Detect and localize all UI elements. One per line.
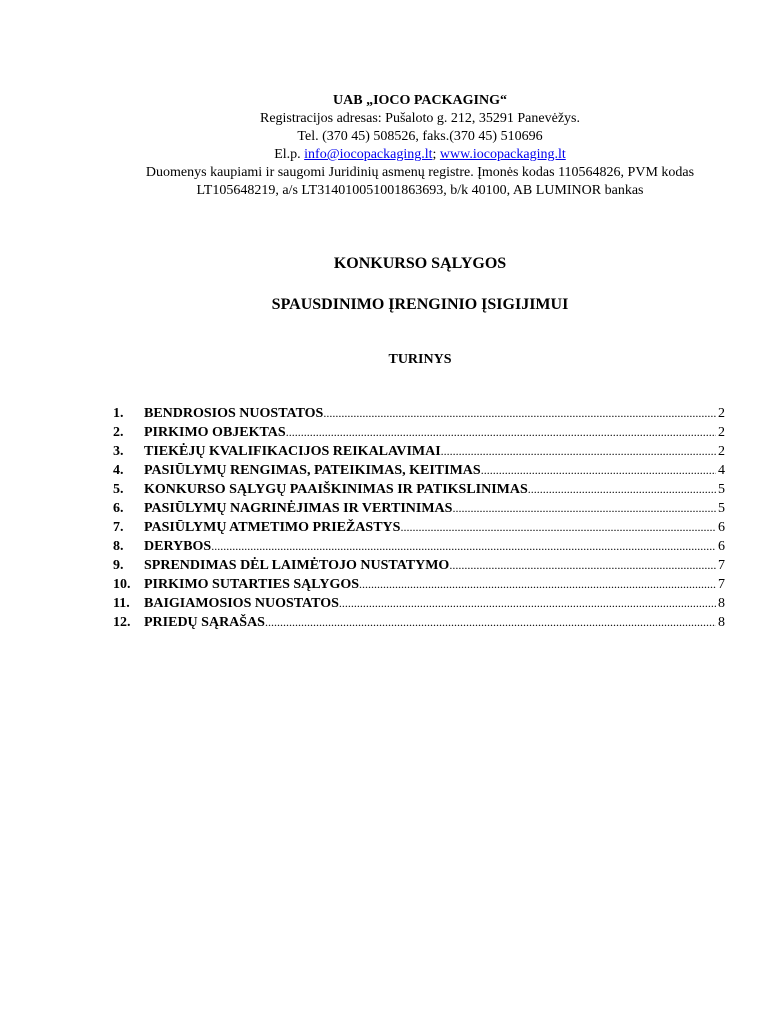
toc-entry[interactable] bbox=[113, 556, 725, 575]
toc-entry-label: PASIŪLYMŲ ATMETIMO PRIEŽASTYS bbox=[144, 520, 401, 535]
company-phone: Tel. (370 45) 508526, faks.(370 45) 510696 bbox=[297, 129, 543, 144]
email-prefix: El.p. bbox=[274, 147, 305, 162]
toc-dot-leader bbox=[286, 423, 716, 441]
toc-entry-number: 11. bbox=[113, 596, 130, 611]
toc-dot-leader bbox=[441, 442, 716, 460]
toc-entry-number: 1. bbox=[113, 406, 124, 421]
toc-dot-leader bbox=[323, 404, 716, 422]
toc-entry-page: 6 bbox=[718, 520, 725, 535]
toc-entry-number: 7. bbox=[113, 520, 124, 535]
toc-entry[interactable] bbox=[113, 404, 725, 423]
toc-dot-leader bbox=[449, 556, 716, 574]
document-subtitle: SPAUSDINIMO ĮRENGINIO ĮSIGIJIMUI bbox=[271, 296, 569, 313]
table-of-contents bbox=[113, 404, 725, 632]
toc-entry[interactable] bbox=[113, 461, 725, 480]
toc-dot-leader bbox=[359, 575, 716, 593]
toc-entry-number: 3. bbox=[113, 444, 124, 459]
toc-entry-page: 8 bbox=[718, 615, 725, 630]
toc-dot-leader bbox=[528, 480, 716, 498]
registry-info-line-1: Duomenys kaupiami ir saugomi Juridinių asmenų registre. Įmonės kodas 110564826, PVM kodas bbox=[145, 165, 695, 180]
toc-entry-page: 8 bbox=[718, 596, 725, 611]
toc-entry-label: PIRKIMO SUTARTIES SĄLYGOS bbox=[144, 577, 360, 592]
toc-entry-number: 12. bbox=[113, 615, 131, 630]
toc-entry-number: 8. bbox=[113, 539, 124, 554]
toc-entry-label: SPRENDIMAS DĖL LAIMĖTOJO NUSTATYMO bbox=[144, 558, 450, 573]
toc-entry-page: 5 bbox=[718, 482, 725, 497]
toc-entry-label: TIEKĖJŲ KVALIFIKACIJOS REIKALAVIMAI bbox=[144, 444, 441, 459]
toc-entry[interactable] bbox=[113, 442, 725, 461]
toc-entry-label: BENDROSIOS NUOSTATOS bbox=[144, 406, 324, 421]
toc-entry-page: 4 bbox=[718, 463, 725, 478]
toc-entry[interactable] bbox=[113, 518, 725, 537]
registry-info-line-2: LT105648219, a/s LT314010051001863693, b/k 40100, AB LUMINOR bankas bbox=[196, 183, 644, 198]
toc-entry-label: KONKURSO SĄLYGŲ PAAIŠKINIMAS IR PATIKSLINIMAS bbox=[144, 482, 528, 497]
toc-entry-page: 5 bbox=[718, 501, 725, 516]
email-link[interactable]: info@iocopackaging.lt bbox=[304, 147, 433, 162]
toc-heading: TURINYS bbox=[388, 352, 452, 367]
toc-entry[interactable] bbox=[113, 423, 725, 442]
toc-entry[interactable] bbox=[113, 499, 725, 518]
toc-entry-page: 2 bbox=[718, 444, 725, 459]
toc-dot-leader bbox=[400, 518, 716, 536]
toc-dot-leader bbox=[339, 594, 716, 612]
toc-entry-label: PASIŪLYMŲ NAGRINĖJIMAS IR VERTINIMAS bbox=[144, 501, 453, 516]
toc-entry[interactable] bbox=[113, 480, 725, 499]
toc-entry-number: 9. bbox=[113, 558, 124, 573]
toc-entry-page: 6 bbox=[718, 539, 725, 554]
toc-entry-number: 6. bbox=[113, 501, 124, 516]
company-address: Registracijos adresas: Pušaloto g. 212, 35291 Panevėžys. bbox=[259, 111, 580, 126]
website-link[interactable]: www.iocopackaging.lt bbox=[439, 147, 566, 162]
toc-entry-number: 10. bbox=[113, 577, 131, 592]
toc-entry-label: BAIGIAMOSIOS NUOSTATOS bbox=[144, 596, 339, 611]
document-title: KONKURSO SĄLYGOS bbox=[333, 255, 507, 272]
toc-dot-leader bbox=[481, 461, 716, 479]
toc-entry-page: 7 bbox=[718, 558, 725, 573]
toc-entry[interactable] bbox=[113, 594, 725, 613]
toc-entry-number: 5. bbox=[113, 482, 124, 497]
toc-dot-leader bbox=[265, 613, 716, 631]
toc-entry-page: 2 bbox=[718, 425, 725, 440]
toc-dot-leader bbox=[211, 537, 716, 555]
toc-entry-label: DERYBOS bbox=[144, 539, 212, 554]
letterhead bbox=[100, 92, 740, 200]
toc-dot-leader bbox=[452, 499, 716, 517]
company-contacts bbox=[100, 146, 740, 164]
toc-entry-label: PIRKIMO OBJEKTAS bbox=[144, 425, 286, 440]
toc-entry[interactable] bbox=[113, 613, 725, 632]
toc-entry[interactable] bbox=[113, 537, 725, 556]
toc-entry-label: PRIEDŲ SĄRAŠAS bbox=[144, 615, 265, 630]
toc-entry-label: PASIŪLYMŲ RENGIMAS, PATEIKIMAS, KEITIMAS bbox=[144, 463, 481, 478]
toc-entry-number: 4. bbox=[113, 463, 124, 478]
toc-entry-page: 2 bbox=[718, 406, 725, 421]
contact-separator: ; bbox=[432, 147, 440, 162]
company-name: UAB „IOCO PACKAGING“ bbox=[333, 93, 507, 108]
toc-entry-page: 7 bbox=[718, 577, 725, 592]
toc-entry[interactable] bbox=[113, 575, 725, 594]
toc-entry-number: 2. bbox=[113, 425, 124, 440]
